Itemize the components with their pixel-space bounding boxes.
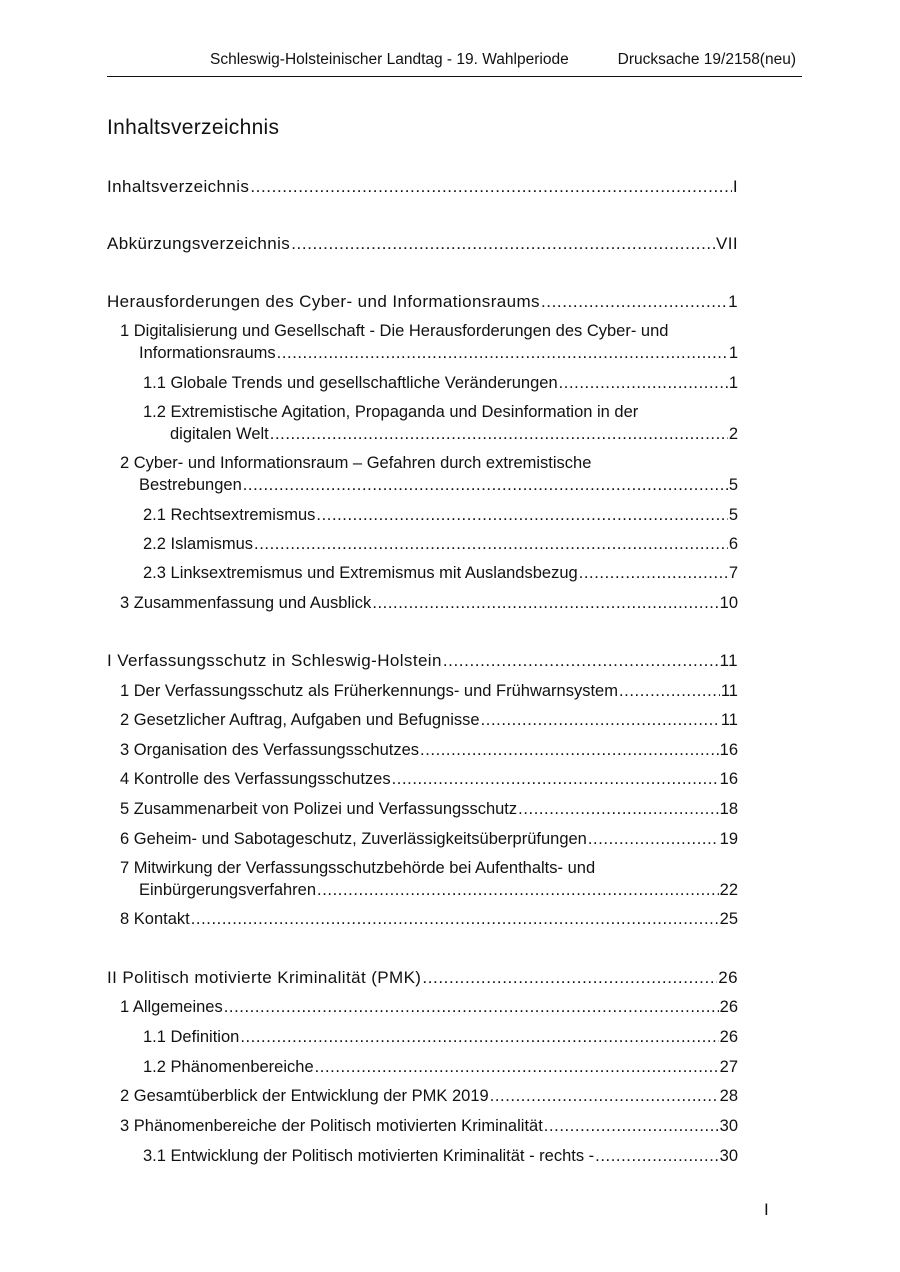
toc-entry-title: 2.1 Rechtsextremismus <box>143 506 316 524</box>
toc-entry-page: 1 <box>728 344 738 362</box>
toc-entry[interactable] <box>139 342 738 364</box>
toc-entry-title: 1.2 Phänomenbereiche <box>143 1058 314 1076</box>
toc-entry-page: 26 <box>719 1028 738 1046</box>
toc-leader-dots <box>443 650 719 672</box>
toc-entry-title: I Verfassungsschutz in Schleswig-Holstein <box>107 651 442 670</box>
toc-entry[interactable] <box>107 967 738 989</box>
toc-entry-title: Abkürzungsverzeichnis <box>107 234 291 253</box>
toc-entry-title: 8 Kontakt <box>120 910 190 928</box>
toc-leader-dots <box>243 474 728 496</box>
toc-entry-page: 1 <box>728 374 738 392</box>
toc-entry[interactable] <box>143 1056 738 1078</box>
toc-entry-page: 16 <box>719 770 738 788</box>
toc-leader-dots <box>544 1115 719 1137</box>
toc-leader-dots <box>372 592 718 614</box>
toc-entry[interactable] <box>139 879 738 901</box>
toc-entry-page: 5 <box>728 506 738 524</box>
toc-leader-dots <box>579 562 728 584</box>
toc-entry[interactable] <box>120 828 738 850</box>
toc-leader-dots <box>518 798 719 820</box>
toc-leader-dots <box>595 1145 718 1167</box>
toc-entry[interactable] <box>139 474 738 496</box>
toc-entry-page: 16 <box>719 741 738 759</box>
toc-entry-title: 2.2 Islamismus <box>143 535 254 553</box>
toc-entry-page: 22 <box>719 881 738 899</box>
toc-leader-dots <box>422 967 717 989</box>
toc-entry-page: 19 <box>719 830 738 848</box>
toc-entry-title: digitalen Welt <box>170 425 269 443</box>
toc-entry[interactable] <box>107 233 738 255</box>
toc-entry-page: 11 <box>719 651 738 670</box>
toc-leader-dots <box>392 768 719 790</box>
toc-entry-title-line1: 7 Mitwirkung der Verfassungsschutzbehörde bei Aufenthalts- und <box>120 859 596 877</box>
toc-entry-page: VII <box>716 234 738 253</box>
toc-entry-title-line1: 1 Digitalisierung und Gesellschaft - Die Herausforderungen des Cyber- und <box>120 322 669 340</box>
toc-entry-page: 30 <box>719 1147 738 1165</box>
toc-entry-page: 27 <box>719 1058 738 1076</box>
toc-entry-title: 1 Allgemeines <box>120 998 223 1016</box>
toc-entry[interactable] <box>143 562 738 584</box>
page-number: I <box>764 1200 769 1219</box>
toc-entry-page: I <box>732 177 738 196</box>
toc-leader-dots <box>588 828 719 850</box>
document-reference: Drucksache 19/2158(neu) <box>617 51 796 68</box>
toc-entry-page: 6 <box>728 535 738 553</box>
toc-entry-title: 3 Zusammenfassung und Ausblick <box>120 594 372 612</box>
toc-entry-title: 6 Geheim- und Sabotageschutz, Zuverlässigkeitsüberprüfungen <box>120 830 587 848</box>
toc-entry-title: 1.1 Globale Trends und gesellschaftliche Veränderungen <box>143 374 558 392</box>
toc-entry-title: 2.3 Linksextremismus und Extremismus mit Auslandsbezug <box>143 564 578 582</box>
toc-entry[interactable] <box>120 768 738 790</box>
toc-entry[interactable] <box>120 908 738 930</box>
toc-leader-dots <box>254 533 728 555</box>
toc-leader-dots <box>291 233 715 255</box>
toc-entry[interactable] <box>143 533 738 555</box>
toc-entry[interactable] <box>120 680 738 702</box>
toc-entry-page: 18 <box>719 800 738 818</box>
toc-leader-dots <box>191 908 719 930</box>
toc-entry-title: 4 Kontrolle des Verfassungsschutzes <box>120 770 391 788</box>
toc-leader-dots <box>490 1085 719 1107</box>
toc-entry-page: 11 <box>720 682 738 700</box>
toc-entry-page: 10 <box>719 594 738 612</box>
toc-entry[interactable] <box>143 504 738 526</box>
toc-leader-dots <box>240 1026 718 1048</box>
header-title: Schleswig-Holsteinischer Landtag - 19. Wahlperiode <box>210 51 569 68</box>
toc-leader-dots <box>277 342 728 364</box>
toc-leader-dots <box>224 996 719 1018</box>
toc-entry-title: II Politisch motivierte Kriminalität (PMK) <box>107 968 422 987</box>
page-title: Inhaltsverzeichnis <box>107 116 280 139</box>
toc-entry-page: 30 <box>719 1117 738 1135</box>
toc-entry-title-line1: 1.2 Extremistische Agitation, Propaganda und Desinformation in der <box>143 403 639 421</box>
toc-entry-title: 5 Zusammenarbeit von Polizei und Verfassungsschutz <box>120 800 518 818</box>
toc-leader-dots <box>619 680 720 702</box>
toc-entry-title: 3.1 Entwicklung der Politisch motivierten Kriminalität - rechts - <box>143 1147 595 1165</box>
toc-entry-page: 28 <box>719 1087 738 1105</box>
toc-leader-dots <box>541 291 727 313</box>
toc-entry[interactable] <box>143 372 738 394</box>
toc-entry-page: 7 <box>728 564 738 582</box>
toc-entry[interactable] <box>120 709 738 731</box>
toc-entry-title-line1: 2 Cyber- und Informationsraum – Gefahren durch extremistische <box>120 454 592 472</box>
toc-entry-title: Bestrebungen <box>139 476 242 494</box>
toc-entry[interactable] <box>120 592 738 614</box>
toc-leader-dots <box>317 879 719 901</box>
toc-entry-title: 3 Phänomenbereiche der Politisch motivierten Kriminalität <box>120 1117 543 1135</box>
toc-entry[interactable] <box>107 291 738 313</box>
toc-entry-title: Informationsraums <box>139 344 276 362</box>
toc-entry[interactable] <box>120 1115 738 1137</box>
toc-leader-dots <box>250 176 732 198</box>
toc-entry-page: 1 <box>728 292 738 311</box>
toc-entry[interactable] <box>143 1145 738 1167</box>
toc-entry-title: 1 Der Verfassungsschutz als Früherkennungs- und Frühwarnsystem <box>120 682 618 700</box>
toc-entry-page: 5 <box>728 476 738 494</box>
toc-leader-dots <box>316 504 727 526</box>
toc-entry-page: 25 <box>719 910 738 928</box>
toc-entry[interactable] <box>120 798 738 820</box>
toc-entry[interactable] <box>170 423 738 445</box>
toc-entry-title: Einbürgerungsverfahren <box>139 881 317 899</box>
toc-entry-page: 11 <box>720 711 738 729</box>
toc-entry-title: 2 Gesetzlicher Auftrag, Aufgaben und Befugnisse <box>120 711 480 729</box>
toc-entry[interactable] <box>107 176 738 198</box>
toc-leader-dots <box>270 423 728 445</box>
toc-entry-title: 3 Organisation des Verfassungsschutzes <box>120 741 420 759</box>
toc-entry-page: 26 <box>719 998 738 1016</box>
toc-entry-title: 1.1 Definition <box>143 1028 240 1046</box>
toc-entry[interactable] <box>120 739 738 761</box>
toc-entry-title: Herausforderungen des Cyber- und Informationsraums <box>107 292 540 311</box>
toc-entry[interactable] <box>120 1085 738 1107</box>
toc-entry[interactable] <box>120 996 738 1018</box>
toc-leader-dots <box>420 739 719 761</box>
toc-entry-title: 2 Gesamtüberblick der Entwicklung der PMK 2019 <box>120 1087 489 1105</box>
toc-entry-title: Inhaltsverzeichnis <box>107 177 250 196</box>
toc-leader-dots <box>315 1056 719 1078</box>
toc-entry[interactable] <box>143 1026 738 1048</box>
toc-entry-page: 26 <box>718 968 738 987</box>
toc-entry-page: 2 <box>728 425 738 443</box>
toc-leader-dots <box>559 372 728 394</box>
toc-entry[interactable] <box>107 650 738 672</box>
toc-leader-dots <box>481 709 720 731</box>
